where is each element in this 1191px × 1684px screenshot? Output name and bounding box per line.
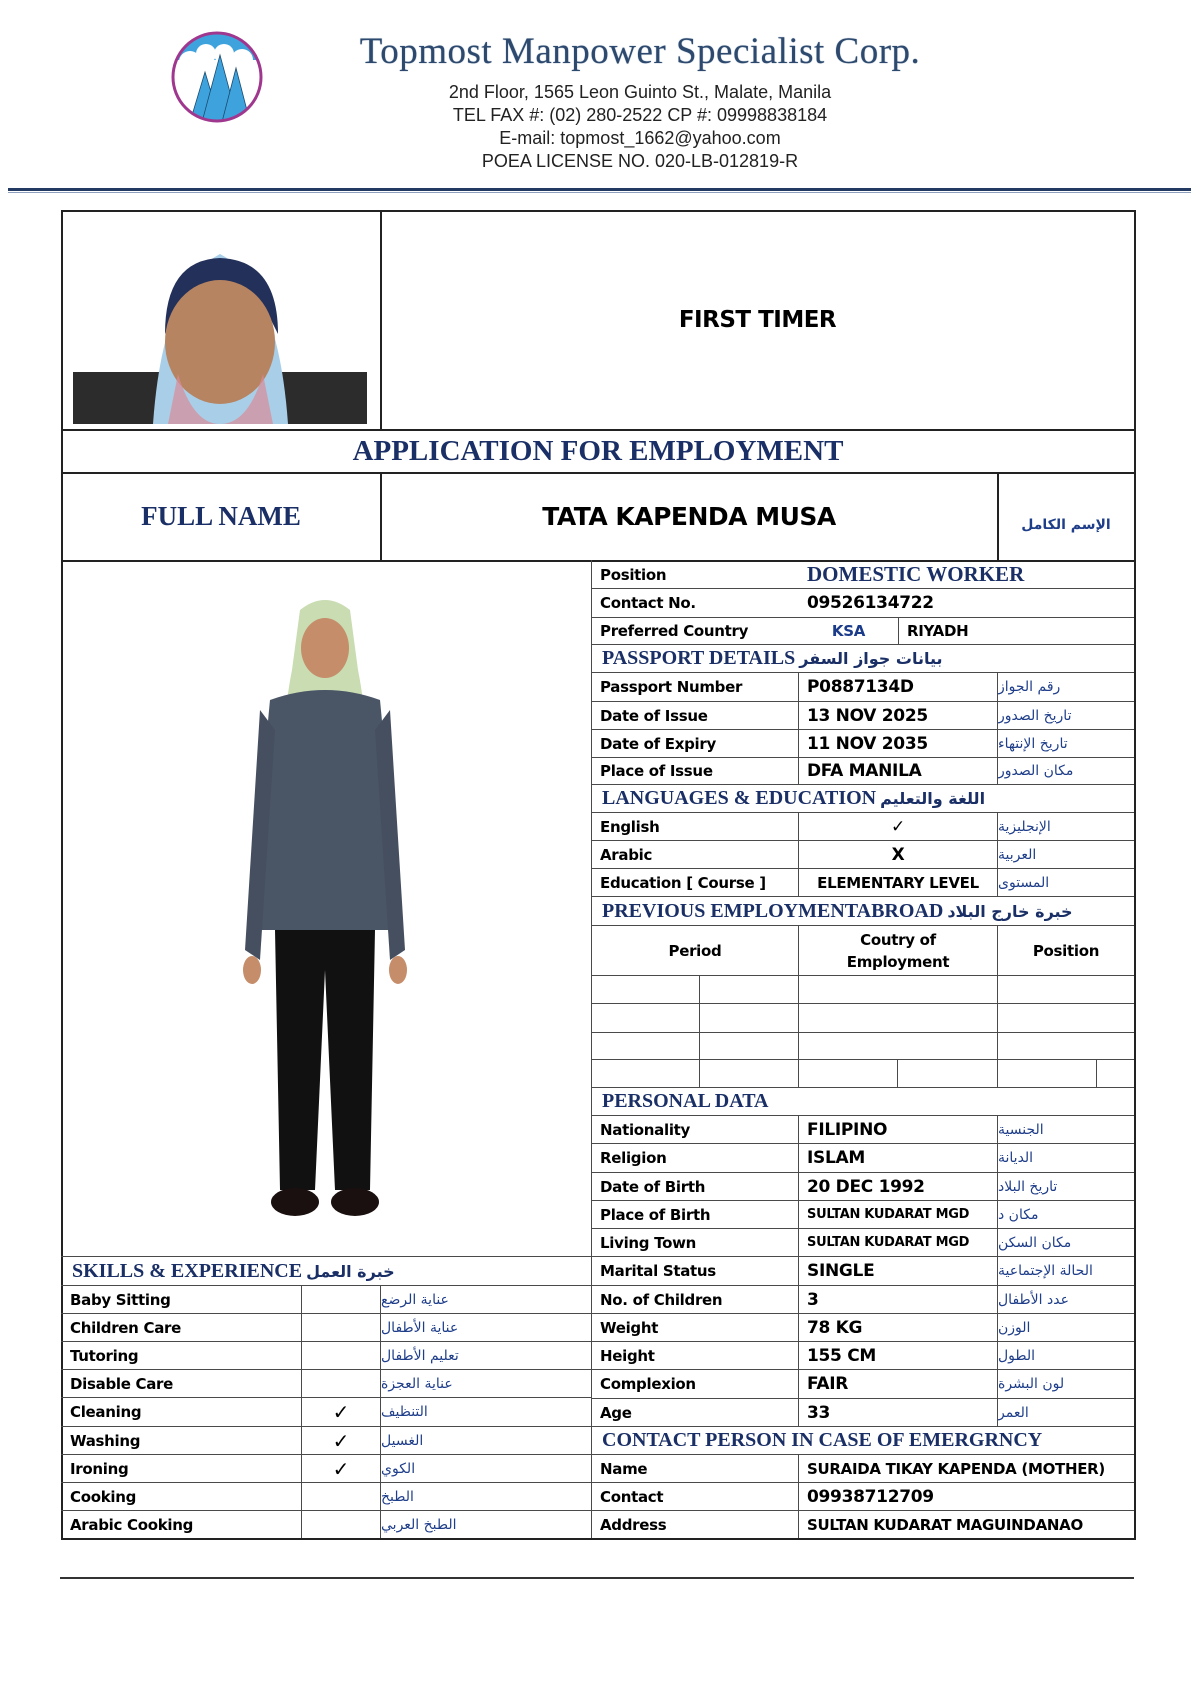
company-license: POEA LICENSE NO. 020-LB-012819-R [481, 151, 799, 171]
personal-row-label: Weight [600, 1318, 659, 1337]
skill-label: Baby Sitting [70, 1290, 171, 1309]
arabic-label: Arabic [600, 845, 653, 864]
skill-label: Washing [70, 1431, 141, 1450]
personal-row-value: FAIR [807, 1374, 849, 1394]
table-border-right [1134, 210, 1136, 1538]
personal-row-arabic: مكان د [998, 1206, 1039, 1223]
date-of-issue-label: Date of Issue [600, 706, 708, 725]
personal-row-arabic: الجنسية [998, 1121, 1044, 1138]
emergency-address-label: Address [600, 1515, 667, 1534]
personal-row-label: Height [600, 1346, 655, 1365]
personal-row-arabic: مكان السكن [998, 1234, 1072, 1251]
previous-employment-heading-arabic: خبرة خارج البلاد [947, 901, 1073, 921]
date-of-expiry-value: 11 NOV 2035 [807, 733, 928, 754]
personal-row-label: Age [600, 1403, 632, 1422]
personal-row-value: 155 CM [807, 1345, 876, 1366]
personal-row-label: Living Town [600, 1233, 697, 1252]
skill-arabic: الطبخ [381, 1488, 414, 1505]
personal-row-arabic: العمر [998, 1404, 1029, 1421]
skill-check[interactable]: ✓ [332, 1428, 350, 1453]
languages-heading-arabic: اللغة والتعليم [880, 789, 986, 808]
full-name-value: TATA KAPENDA MUSA [542, 502, 836, 531]
skill-label: Tutoring [70, 1346, 139, 1365]
form-title: APPLICATION FOR EMPLOYMENT [352, 434, 844, 467]
letterhead-divider-thin [8, 192, 1191, 193]
languages-heading-text: LANGUAGES & EDUCATION [602, 787, 877, 809]
skill-check[interactable]: ✓ [332, 1400, 350, 1424]
personal-row-value: 78 KG [807, 1317, 863, 1338]
contact-no-label: Contact No. [600, 594, 696, 612]
employment-row-divider [591, 1059, 1134, 1060]
contact-no-value: 09526134722 [807, 593, 934, 613]
full-name-label: FULL NAME [141, 501, 301, 531]
personal-row-label: Religion [600, 1149, 667, 1167]
previous-employment-heading-text: PREVIOUS EMPLOYMENTABROAD [602, 899, 944, 922]
passport-heading-arabic: بيانات جواز السفر [799, 649, 943, 668]
arabic-value: X [891, 844, 905, 865]
skill-arabic: الغسيل [381, 1432, 424, 1449]
period-column-header: Period [668, 941, 722, 960]
personal-row-label: No. of Children [600, 1290, 723, 1309]
personal-row-label: Nationality [600, 1120, 691, 1139]
education-value: ELEMENTARY LEVEL [817, 873, 979, 892]
skill-check[interactable] [302, 1314, 380, 1341]
personal-row-label: Place of Birth [600, 1205, 711, 1224]
place-of-issue-label: Place of Issue [600, 762, 713, 780]
previous-employment-heading [592, 897, 1134, 925]
passport-number-label: Passport Number [600, 678, 743, 696]
company-email: E-mail: topmost_1662@yahoo.com [499, 128, 781, 148]
emergency-address-value: SULTAN KUDARAT MAGUINDANAO [807, 1515, 1083, 1534]
skill-label: Ironing [70, 1459, 129, 1478]
letterhead-divider [8, 188, 1191, 191]
skill-arabic: الطبخ العربي [381, 1516, 457, 1533]
footer-divider [60, 1577, 1134, 1579]
personal-row-value: 3 [807, 1289, 819, 1310]
skill-label: Disable Care [70, 1374, 174, 1393]
personal-row-label: Complexion [600, 1375, 696, 1393]
education-arabic: المستوى [998, 874, 1050, 891]
skill-label: Cleaning [70, 1403, 142, 1421]
personal-row-arabic: الوزن [998, 1319, 1031, 1336]
position-label: Position [600, 565, 667, 584]
skill-check[interactable]: ✓ [332, 1456, 350, 1481]
personal-row-arabic: الديانة [998, 1150, 1034, 1166]
date-of-issue-value: 13 NOV 2025 [807, 705, 928, 726]
passport-photo [73, 224, 367, 424]
skill-arabic: عناية الأطفال [381, 1319, 459, 1336]
personal-row-value: 33 [807, 1402, 831, 1423]
place-of-issue-arabic: مكان الصدور [998, 763, 1074, 779]
english-arabic: الإنجليزية [998, 818, 1051, 835]
personal-row-arabic: عدد الأطفال [998, 1291, 1069, 1308]
passport-heading-text: PASSPORT DETAILS [602, 647, 796, 669]
full-body-photo [240, 590, 410, 1240]
personal-row-value: SULTAN KUDARAT MGD [807, 1235, 970, 1250]
employment-row-divider [591, 1032, 1134, 1033]
preferred-country-value: KSA [831, 622, 866, 640]
skill-arabic: عناية الرضع [381, 1291, 449, 1308]
company-logo [170, 30, 264, 124]
skill-label: Cooking [70, 1487, 137, 1506]
skills-heading-arabic: خبرة العمل [306, 1261, 395, 1281]
skill-check[interactable] [302, 1286, 380, 1313]
personal-row-arabic: الحالة الإجتماعية [998, 1263, 1093, 1279]
table-border-bottom [61, 1538, 1136, 1540]
position-value: DOMESTIC WORKER [807, 562, 1025, 586]
skill-arabic: التنظيف [381, 1404, 428, 1420]
emergency-heading: CONTACT PERSON IN CASE OF EMERGRNCY [602, 1428, 1043, 1451]
personal-row-value: ISLAM [807, 1148, 865, 1168]
skill-arabic: عناية العجزة [381, 1375, 453, 1392]
skill-arabic: تعليم الأطفال [381, 1347, 459, 1364]
company-phones: TEL FAX #: (02) 280-2522 CP #: 09998838184 [452, 105, 828, 125]
personal-row-value: SULTAN KUDARAT MGD [807, 1207, 970, 1222]
personal-data-heading: PERSONAL DATA [602, 1090, 769, 1112]
company-name: Topmost Manpower Specialist Corp. [359, 31, 921, 72]
place-of-issue-value: DFA MANILA [807, 761, 922, 781]
personal-row-value: SINGLE [807, 1261, 875, 1281]
divider [897, 1059, 898, 1087]
skills-heading-text: SKILLS & EXPERIENCE [72, 1259, 303, 1282]
personal-row-arabic: لون البشرة [998, 1376, 1065, 1392]
skill-arabic: الكوي [381, 1460, 416, 1477]
divider [699, 975, 700, 1087]
personal-row-label: Marital Status [600, 1262, 716, 1280]
skill-check[interactable] [302, 1342, 380, 1369]
passport-number-value: P0887134D [807, 677, 914, 697]
skill-check[interactable] [302, 1370, 380, 1397]
english-value: ✓ [891, 816, 905, 837]
preferred-country-label: Preferred Country [600, 622, 749, 640]
employment-row-divider [591, 1003, 1134, 1004]
skill-check[interactable] [302, 1483, 380, 1510]
emergency-name-label: Name [600, 1459, 648, 1478]
personal-row-arabic: تاريخ البلاد [998, 1178, 1058, 1195]
date-of-expiry-arabic: تاريخ الإنتهاء [998, 735, 1068, 752]
personal-row-value: 20 DEC 1992 [807, 1176, 925, 1197]
applicant-status: FIRST TIMER [678, 307, 837, 333]
english-label: English [600, 817, 660, 836]
date-of-issue-arabic: تاريخ الصدور [998, 707, 1072, 724]
passport-heading [592, 645, 1134, 672]
country-column-header: Coutry of Employment [846, 930, 950, 971]
personal-row-value: FILIPINO [807, 1119, 888, 1140]
passport-number-arabic: رقم الجواز [998, 679, 1061, 695]
personal-row-label: Date of Birth [600, 1177, 706, 1196]
emergency-name-value: SURAIDA TIKAY KAPENDA (MOTHER) [807, 1459, 1105, 1478]
emergency-contact-value: 09938712709 [807, 1486, 934, 1507]
arabic-arabic: العربية [998, 846, 1037, 863]
languages-heading [592, 785, 1134, 812]
skills-heading [62, 1257, 591, 1285]
full-name-label-arabic: الإسم الكامل [1021, 517, 1111, 533]
education-label: Education [ Course ] [600, 873, 766, 892]
date-of-expiry-label: Date of Expiry [600, 734, 716, 753]
divider [591, 975, 1134, 976]
skill-check[interactable] [302, 1511, 380, 1538]
skill-label: Children Care [70, 1318, 181, 1337]
mountain-logo-icon [170, 30, 264, 124]
divider [1096, 1059, 1097, 1087]
skill-label: Arabic Cooking [70, 1515, 194, 1534]
preferred-city-value: RIYADH [907, 622, 969, 640]
company-address: 2nd Floor, 1565 Leon Guinto St., Malate, Manila [448, 82, 832, 102]
emergency-contact-label: Contact [600, 1487, 664, 1506]
personal-row-arabic: الطول [998, 1347, 1036, 1364]
position-column-header: Position [1032, 941, 1100, 960]
